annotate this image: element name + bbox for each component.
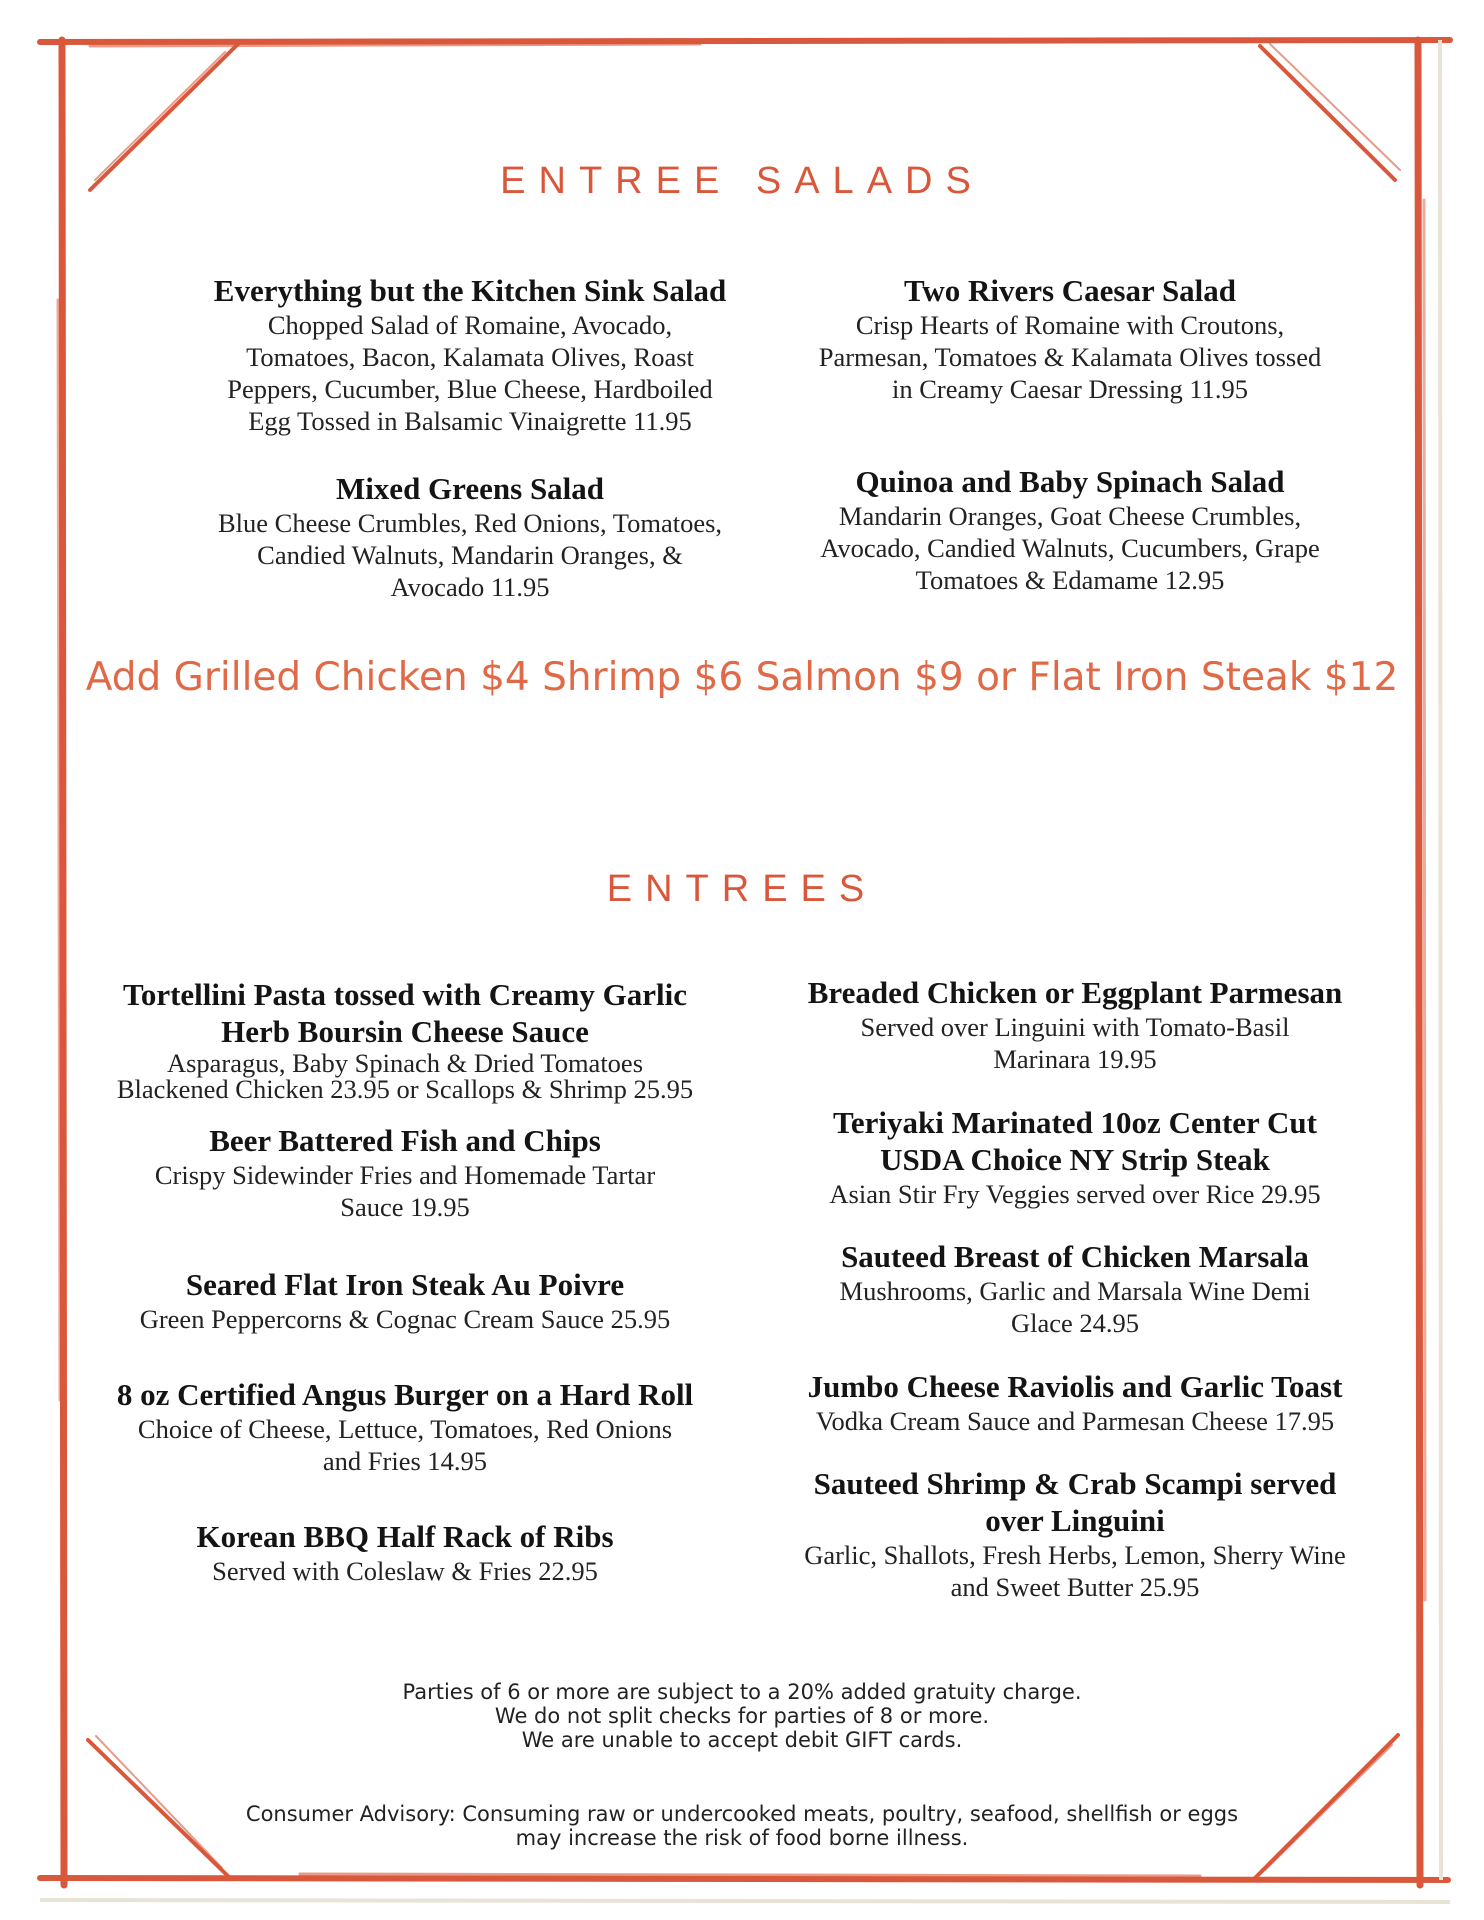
salad-item xyxy=(160,470,780,603)
entree-name: Sauteed Shrimp & Crab Scampi served over Linguini xyxy=(813,1466,1337,1538)
entree-item xyxy=(90,1518,720,1587)
salad-item xyxy=(760,463,1380,596)
salad-desc: Mandarin Oranges, Goat Cheese Crumbles, Avocado, Candied Walnuts, Cucumbers, Grape Tomatoes & Edamame 12.95 xyxy=(820,501,1320,595)
entree-name: Beer Battered Fish and Chips xyxy=(209,1123,601,1158)
entree-name: Teriyaki Marinated 10oz Center Cut USDA Choice NY Strip Steak xyxy=(833,1105,1317,1177)
entree-desc: Green Peppercorns & Cognac Cream Sauce 25.95 xyxy=(139,1304,671,1334)
entree-name: Breaded Chicken or Eggplant Parmesan xyxy=(807,975,1343,1010)
entree-desc: Choice of Cheese, Lettuce, Tomatoes, Red Onions and Fries 14.95 xyxy=(137,1414,673,1476)
salad-desc: Blue Cheese Crumbles, Red Onions, Tomatoes, Candied Walnuts, Mandarin Oranges, & Avocado 11.95 xyxy=(217,508,723,602)
entree-desc: Served over Linguini with Tomato-Basil Marinara 19.95 xyxy=(860,1012,1290,1074)
entree-item xyxy=(90,1266,720,1335)
entree-item xyxy=(90,1376,720,1477)
entree-name: Korean BBQ Half Rack of Ribs xyxy=(196,1519,614,1554)
salad-name: Two Rivers Caesar Salad xyxy=(903,273,1237,308)
entree-salads-heading: ENTREE SALADS xyxy=(500,160,984,202)
salad-name: Everything but the Kitchen Sink Salad xyxy=(213,273,727,308)
entree-desc: Mushrooms, Garlic and Marsala Wine Demi Glace 24.95 xyxy=(839,1276,1311,1338)
add-protein-line: Add Grilled Chicken $4 Shrimp $6 Salmon $9 or Flat Iron Steak $12 xyxy=(85,655,1399,700)
entree-desc: Crispy Sidewinder Fries and Homemade Tartar Sauce 19.95 xyxy=(154,1160,656,1222)
salad-name: Mixed Greens Salad xyxy=(335,471,605,506)
salad-item xyxy=(160,272,780,437)
entree-item xyxy=(760,1104,1390,1210)
entree-name: Sauteed Breast of Chicken Marsala xyxy=(841,1239,1309,1274)
entree-item xyxy=(760,1238,1390,1339)
entree-item xyxy=(760,1368,1390,1437)
entree-name: Seared Flat Iron Steak Au Poivre xyxy=(185,1267,625,1302)
entree-desc: Asian Stir Fry Veggies served over Rice 29.95 xyxy=(829,1179,1321,1209)
entree-desc: Vodka Cream Sauce and Parmesan Cheese 17.95 xyxy=(815,1406,1335,1436)
entree-desc: Served with Coleslaw & Fries 22.95 xyxy=(212,1556,598,1586)
consumer-advisory: Consumer Advisory: Consuming raw or undercooked meats, poultry, seafood, shellfish or eggs may increase the risk of food borne illness. xyxy=(245,1802,1239,1850)
entree-desc: Garlic, Shallots, Fresh Herbs, Lemon, Sherry Wine and Sweet Butter 25.95 xyxy=(804,1540,1346,1602)
entree-name: Jumbo Cheese Raviolis and Garlic Toast xyxy=(807,1369,1343,1404)
entree-item xyxy=(90,976,720,1102)
entree-desc: Asparagus, Baby Spinach & Dried Tomatoes Blackened Chicken 23.95 or Scallops & Shrimp 25.95 xyxy=(116,1048,694,1104)
policy-notes: Parties of 6 or more are subject to a 20% added gratuity charge. We do not split checks for parties of 8 or more. We are unable to accept debit GIFT cards. xyxy=(402,1680,1082,1752)
entree-item xyxy=(90,1122,720,1223)
entree-item xyxy=(760,1465,1390,1603)
entree-item xyxy=(760,974,1390,1075)
entree-name: Tortellini Pasta tossed with Creamy Garlic Herb Boursin Cheese Sauce xyxy=(123,977,687,1049)
entree-name: 8 oz Certified Angus Burger on a Hard Roll xyxy=(116,1377,694,1412)
salad-name: Quinoa and Baby Spinach Salad xyxy=(855,464,1285,499)
entrees-heading: ENTREES xyxy=(606,868,878,910)
salad-desc: Chopped Salad of Romaine, Avocado, Tomatoes, Bacon, Kalamata Olives, Roast Peppers, Cucumber, Blue Cheese, Hardboiled Egg Tossed in Balsamic Vinaigrette 11.95 xyxy=(227,310,713,436)
salad-desc: Crisp Hearts of Romaine with Croutons, Parmesan, Tomatoes & Kalamata Olives tossed in Creamy Caesar Dressing 11.95 xyxy=(818,310,1322,404)
salad-item xyxy=(760,272,1380,405)
